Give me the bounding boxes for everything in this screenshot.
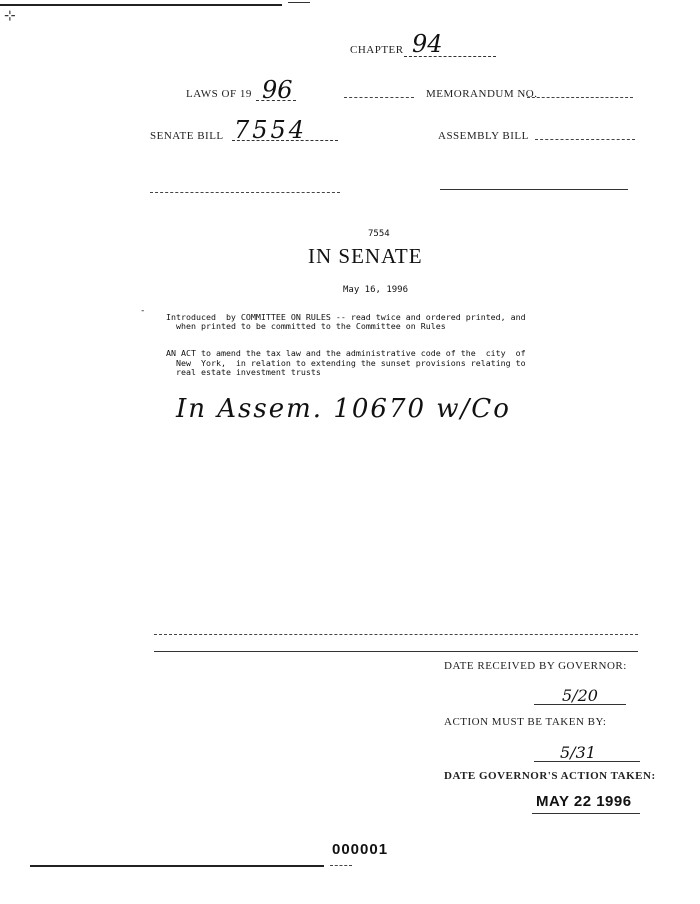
act-line-1: AN ACT to amend the tax law and the administrative code of the city of bbox=[166, 348, 526, 358]
act-line-2: New York, in relation to extending the sunset provisions relating to bbox=[176, 358, 526, 368]
act-line-3: real estate investment trusts bbox=[176, 367, 321, 377]
separator-line-1 bbox=[154, 634, 638, 635]
blank-line-right bbox=[440, 189, 628, 190]
handwritten-note: In Assem. 10670 w/Co bbox=[176, 394, 511, 424]
senate-bill-number: 7554 bbox=[234, 116, 308, 144]
senate-bill-label: SENATE BILL bbox=[150, 130, 224, 142]
bill-number: 7554 bbox=[368, 229, 390, 239]
intro-line-1: Introduced by COMMITTEE ON RULES -- read twice and ordered printed, and bbox=[166, 312, 526, 322]
memorandum-blank bbox=[527, 97, 633, 98]
chapter-label: CHAPTER bbox=[350, 44, 404, 56]
assembly-bill-label: ASSEMBLY BILL bbox=[438, 130, 529, 142]
blank-line-left bbox=[150, 192, 340, 193]
stamp-underline bbox=[532, 813, 640, 814]
bottom-scan-line-short bbox=[330, 865, 352, 866]
page-number: 000001 bbox=[332, 841, 389, 858]
separator-line-2 bbox=[154, 651, 638, 652]
date-received-value: 5/20 bbox=[562, 686, 598, 705]
action-by-label: ACTION MUST BE TAKEN BY: bbox=[444, 716, 607, 728]
bottom-scan-line bbox=[30, 865, 324, 867]
action-by-value: 5/31 bbox=[560, 743, 596, 762]
scan-edge-line bbox=[288, 2, 310, 3]
chapter-number: 94 bbox=[412, 30, 443, 58]
memorandum-label: MEMORANDUM NO. bbox=[426, 88, 538, 100]
bill-date: May 16, 1996 bbox=[343, 285, 409, 295]
date-received-label: DATE RECEIVED BY GOVERNOR: bbox=[444, 660, 627, 672]
chamber-title: IN SENATE bbox=[308, 244, 423, 268]
laws-extra-blank bbox=[344, 97, 414, 98]
laws-label: LAWS OF 19 bbox=[186, 88, 252, 100]
scan-edge-line bbox=[0, 4, 282, 6]
intro-bullet: - bbox=[140, 306, 146, 316]
assembly-bill-blank bbox=[535, 139, 635, 140]
action-taken-label: DATE GOVERNOR'S ACTION TAKEN: bbox=[444, 770, 656, 782]
action-taken-stamp: MAY 22 1996 bbox=[536, 793, 632, 810]
intro-line-2: when printed to be committed to the Committee on Rules bbox=[176, 321, 446, 331]
laws-year: 96 bbox=[262, 76, 293, 104]
scan-mark-icon: ⊹ bbox=[4, 9, 16, 24]
